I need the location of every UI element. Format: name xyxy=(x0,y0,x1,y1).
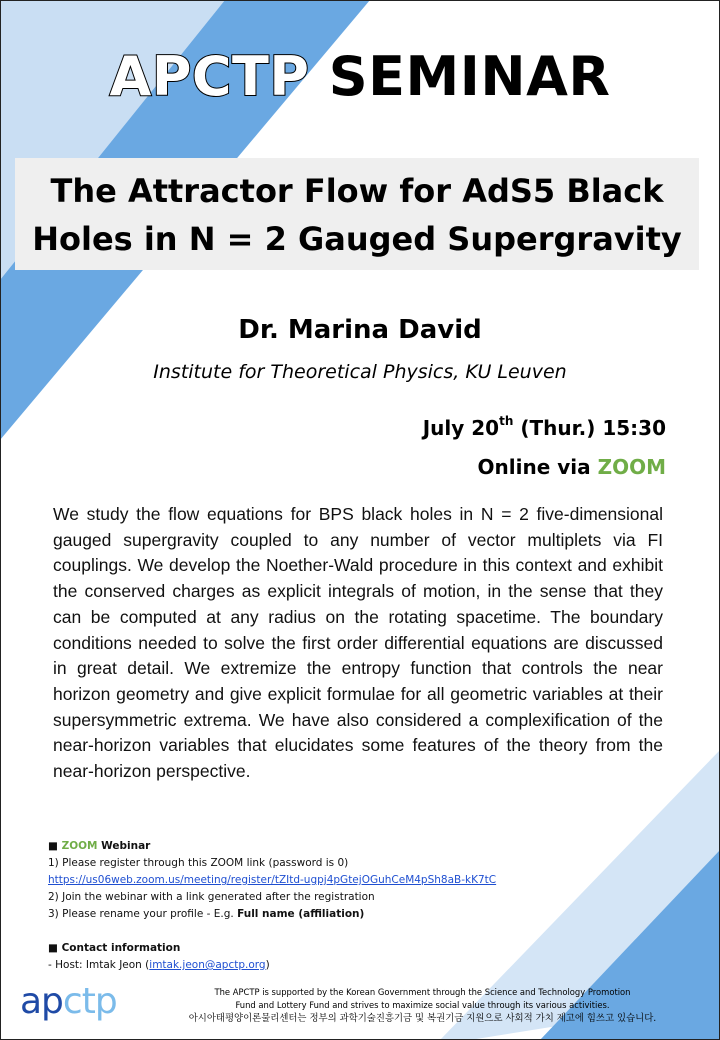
logo-ap: ap xyxy=(20,981,63,1022)
speaker-affiliation: Institute for Theoretical Physics, KU Leuven xyxy=(153,361,567,383)
webinar-link-line xyxy=(48,872,608,889)
apctp-logo xyxy=(20,982,117,1022)
host-prefix: - Host: Imtak Jeon ( xyxy=(48,959,150,971)
abstract-text: We study the flow equations for BPS black holes in N = 2 five-dimensional gauged supergravity coupled to any number of vector multiplets via FI couplings. We develop the Noether-Wald procedure in this context and exhibit the conserved charges as explicit integrals of motion, in the sense that they can be computed at any radius on the rotating spacetime. The boundary conditions needed to solve the first order differential equations are discussed in great detail. We extremize the entropy function that controls the near horizon geometry and give explicit formulae for all geometric variables at their supersymmetric extrema. We have also considered a complexification of the near-horizon variables that elucidates some features of the theory from the near-horizon perspective. xyxy=(53,504,663,782)
contact-host xyxy=(48,957,608,974)
webinar-heading xyxy=(48,838,608,855)
funding-note xyxy=(150,986,695,1026)
webinar-word: Webinar xyxy=(97,840,151,852)
date-suffix: th xyxy=(499,414,514,428)
contact-heading-text: Contact information xyxy=(61,942,181,954)
step-3-text: 3) Please rename your profile - E.g. xyxy=(48,908,238,920)
logo-ctp: ctp xyxy=(62,981,117,1022)
online-platform xyxy=(478,451,667,483)
talk-title: The Attractor Flow for AdS5 Black Holes in N = 2 Gauged Supergravity xyxy=(32,172,682,258)
heading-apctp: APCTP xyxy=(109,45,310,108)
contact-bullet: ■ xyxy=(48,942,58,954)
date-rest: (Thur.) 15:30 xyxy=(513,416,666,440)
zoom-registration-link[interactable]: https://us06web.zoom.us/meeting/register/tZItd-ugpj4pGtejOGuhCeM4pSh8aB-kK7tC xyxy=(48,874,497,886)
seminar-datetime xyxy=(423,412,666,444)
host-suffix: ) xyxy=(265,959,270,971)
webinar-bullet: ■ xyxy=(48,840,58,852)
step-3-example: Full name (affiliation) xyxy=(237,908,365,920)
webinar-step-3 xyxy=(48,906,608,923)
funding-line-korean: 아시아태평양이론물리센터는 정부의 과학기술진흥기금 및 복권기금 지원으로 사회적 가치 제고에 힘쓰고 있습니다. xyxy=(188,1013,657,1024)
contact-heading xyxy=(48,940,608,957)
speaker-name: Dr. Marina David xyxy=(238,315,482,345)
online-prefix: Online via xyxy=(477,455,598,479)
zoom-label: ZOOM xyxy=(597,455,666,479)
webinar-zoom-word: ZOOM xyxy=(61,840,98,852)
host-email-link[interactable]: imtak.jeon@apctp.org xyxy=(149,959,266,971)
date-prefix: July 20 xyxy=(422,416,500,440)
heading-seminar: SEMINAR xyxy=(328,45,611,108)
spacer xyxy=(48,923,608,940)
funding-line-2: Fund and Lottery Fund and strives to maximize social value through its various activities. xyxy=(235,1000,610,1010)
webinar-step-2: 2) Join the webinar with a link generated after the registration xyxy=(48,891,375,903)
webinar-step-1: 1) Please register through this ZOOM link (password is 0) xyxy=(48,857,349,869)
seminar-heading xyxy=(0,42,720,112)
funding-line-1: The APCTP is supported by the Korean Government through the Science and Technology Promotion xyxy=(214,987,631,997)
webinar-info xyxy=(48,838,608,974)
